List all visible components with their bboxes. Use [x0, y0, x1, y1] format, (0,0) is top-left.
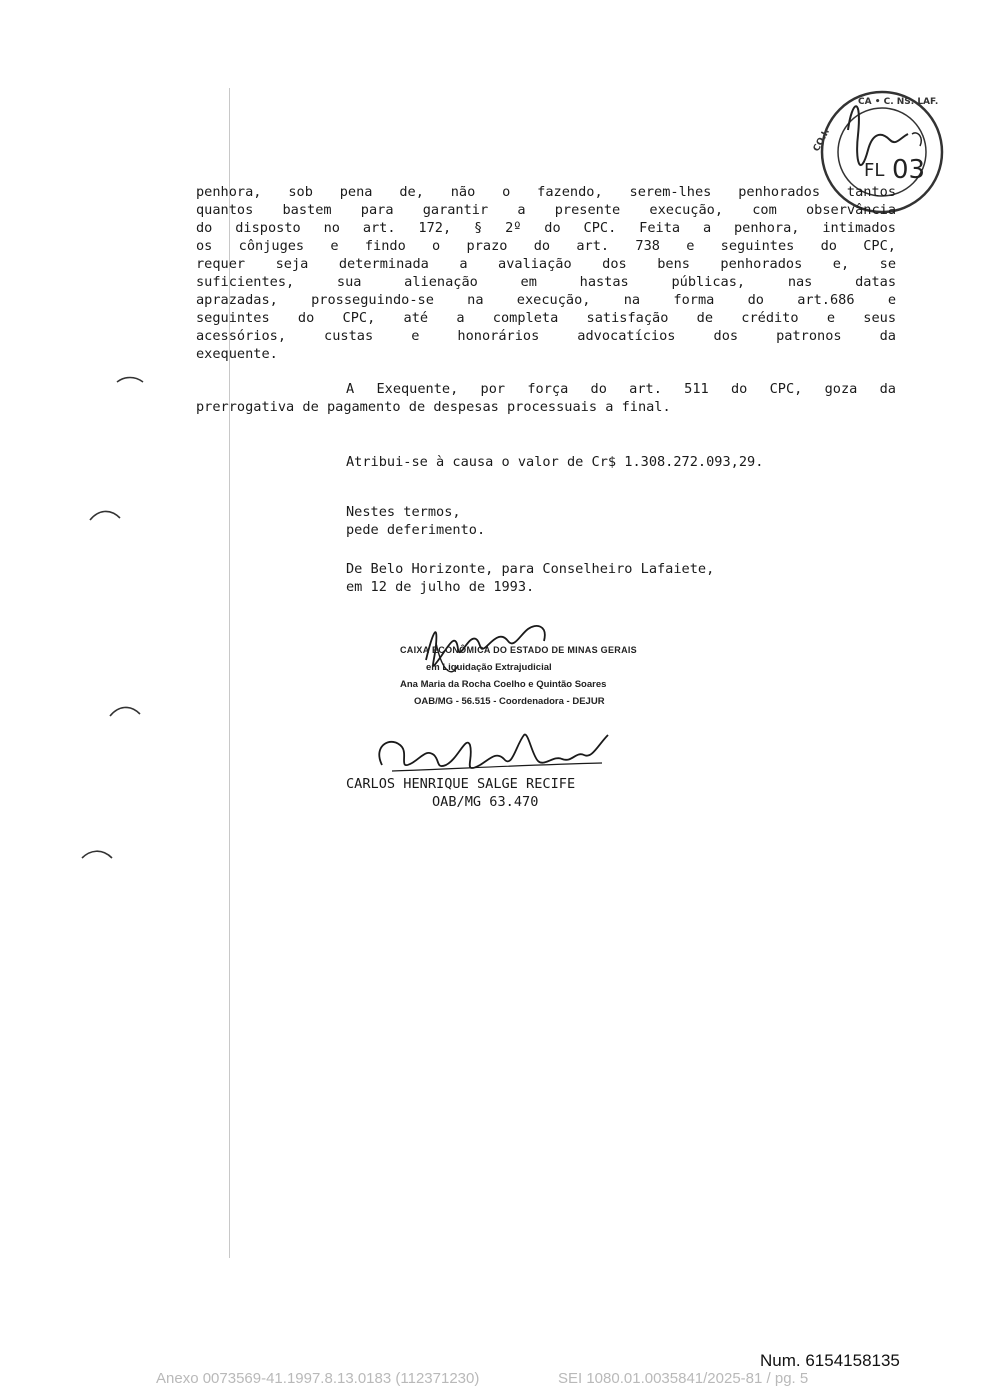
stamp-line-1: CAIXA ECONÔMICA DO ESTADO DE MINAS GERAIS: [400, 645, 637, 655]
place-date-line-1: De Belo Horizonte, para Conselheiro Lafaiete,: [346, 561, 715, 577]
body-line: exequente.: [196, 346, 278, 362]
body-line: do disposto no art. 172, § 2º do CPC. Feita a penhora, intimados: [196, 220, 896, 236]
document-number: Num. 6154158135: [760, 1351, 900, 1370]
stamp-line-3: Ana Maria da Rocha Coelho e Quintão Soares: [400, 679, 607, 690]
body-line: acessórios, custas e honorários advocatícios dos patronos da: [196, 328, 896, 344]
body-line: os cônjuges e findo o prazo do art. 738 e seguintes do CPC,: [196, 238, 896, 254]
svg-text:CA • C. NS. LAF.: CA • C. NS. LAF.: [858, 97, 939, 107]
stamp-line-4: OAB/MG - 56.515 - Coordenadora - DEJUR: [414, 696, 605, 707]
body-paragraph-2: [196, 380, 896, 416]
body-line: requer seja determinada a avaliação dos bens penhorados e, se: [196, 256, 896, 272]
signatory-oab: OAB/MG 63.470: [432, 794, 539, 810]
scan-mark: [80, 846, 114, 862]
body-line: quantos bastem para garantir a presente execução, com observância: [196, 202, 896, 218]
footer-right: SEI 1080.01.0035841/2025-81 / pg. 5: [558, 1370, 809, 1387]
closing-line-2: pede deferimento.: [346, 522, 486, 538]
stamp-line-2: em Liquidação Extrajudicial: [426, 662, 552, 673]
body-line: aprazadas, prosseguindo-se na execução, na forma do art.686 e: [196, 292, 896, 308]
scan-mark: [115, 372, 145, 386]
body-line: penhora, sob pena de, não o fazendo, serem-lhes penhorados tantos: [196, 184, 896, 200]
closing-line-1: Nestes termos,: [346, 504, 461, 520]
body-line: seguintes do CPC, até a completa satisfação de crédito e seus: [196, 310, 896, 326]
body-line: A Exequente, por força do art. 511 do CPC, goza da: [346, 381, 896, 397]
place-date-line-2: em 12 de julho de 1993.: [346, 579, 535, 595]
body-paragraph-1: [196, 183, 896, 363]
body-line: suficientes, sua alienação em hastas públicas, nas datas: [196, 274, 896, 290]
scan-mark: [108, 702, 142, 720]
body-line: prerrogativa de pagamento de despesas processuais a final.: [196, 399, 671, 415]
svg-text:CO.I.: CO.I.: [811, 127, 833, 154]
scan-mark: [88, 506, 122, 524]
valor-causa: Atribui-se à causa o valor de Cr$ 1.308.272.093,29.: [346, 454, 764, 470]
footer-left: Anexo 0073569-41.1997.8.13.0183 (112371230): [156, 1370, 480, 1387]
signatory-name: CARLOS HENRIQUE SALGE RECIFE: [346, 776, 576, 792]
svg-text:FL: FL: [864, 160, 885, 181]
svg-text:03: 03: [892, 155, 926, 185]
